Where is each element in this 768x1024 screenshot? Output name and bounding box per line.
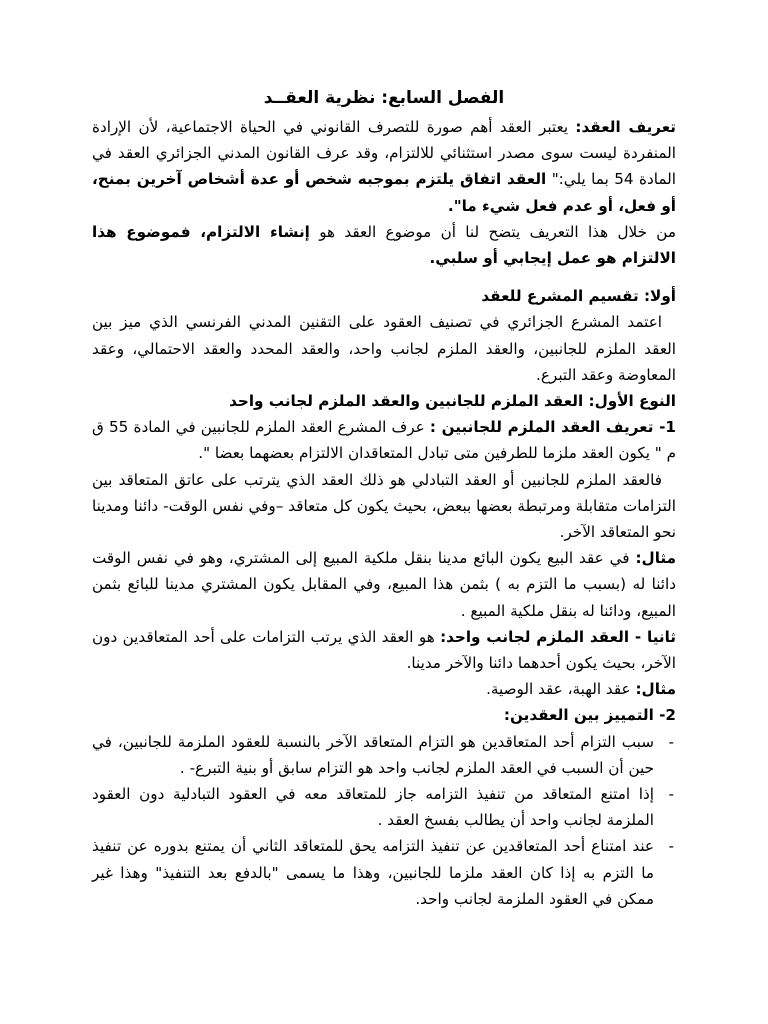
list-item-text: سبب التزام أحد المتعاقدين هو التزام المتعاقد الآخر بالنسبة للعقود الملزمة للجانبين، في حين أن السبب في العقد الملزم لجانب واحد هو التزام سابق أو بنية التبرع- . (92, 732, 654, 777)
list-item-text: عند امتناع أحد المتعاقدين عن تنفيذ التزامه يحق للمتعاقد الثاني أن يمتنع بدوره عن تنفيذ ما التزم به إذا كان العقد ملزما للجانبين، وهذا ما يسمى "بالدفع بعد التنفيذ" وهذا غير ممكن في العقود الملزمة لجانب واحد. (92, 837, 654, 908)
bilateral-example-text: في عقد البيع يكون البائع مدينا بنقل ملكية المبيع إلى المشتري، وهو في نفس الوقت دائنا له (بسبب ما التزم به ) بثمن هذا المبيع، وفي المقابل يكون المشتري مدينا للبائع بثمن المبيع، ودائنا له بنقل ملكية المبيع . (92, 549, 676, 620)
contract-definition-paragraph (92, 114, 676, 219)
definition-followup-bold: إنشاء الالتزام، فموضوع هذا الالتزام هو عمل إيجابي أو سلبي. (92, 222, 676, 268)
definition-quote: العقد اتفاق يلتزم بموجبه شخص أو عدة أشخاص آخرين بمنح، أو فعل، أو عدم فعل شيء ما". (92, 170, 676, 215)
bilateral-explanation-paragraph: فالعقد الملزم للجانبين أو العقد التبادلي هو ذلك العقد الذي يترتب على عاتق المتعاقد بين التزامات متقابلة ومرتبطة بعضها ببعض، بحيث يكون كل متعاقد –وفي نفس الوقت- دائنا ومدينا نحو المتعاقد الآخر. (92, 470, 676, 542)
bilateral-example-paragraph (92, 545, 676, 624)
unilateral-example-text: عقد الهبة، عقد الوصية. (486, 680, 636, 699)
distinction-heading: 2- التمييز بين العقدين: (503, 706, 676, 725)
bullet-dash: - (668, 785, 674, 804)
section-1-heading: أولا: تقسيم المشرع للعقد (481, 287, 676, 306)
bilateral-definition-text: عرف المشرع العقد الملزم للجانبين في المادة 55 ق م " يكون العقد ملزما للطرفين متى تبادل المتعاقدان الالتزام بعضهما بعضا ". (92, 418, 676, 463)
type-1-heading: النوع الأول: العقد الملزم للجانبين والعقد الملزم لجانب واحد (229, 392, 676, 411)
definition-text: يعتبر العقد أهم صورة للتصرف القانوني في الحياة الاجتماعية، لأن الإرادة المنفردة ليست سوى مصدر استثنائي للالتزام، وقد عرف القانون المدني الجزائري العقد في المادة 54 بما يلي:" (92, 118, 676, 189)
bilateral-example-label: مثال: (635, 549, 676, 568)
document-title: الفصل السابع: نظرية العقــد (263, 88, 505, 108)
bilateral-definition-paragraph (92, 414, 676, 466)
bilateral-definition-label: 1- تعريف العقد الملزم للجانبين : (429, 418, 676, 437)
unilateral-example-label: مثال: (635, 680, 676, 699)
unilateral-paragraph (92, 624, 676, 676)
bullet-dash: - (668, 732, 674, 751)
list-item (92, 729, 676, 781)
bullet-dash: - (668, 837, 674, 856)
definition-followup-paragraph (92, 219, 676, 271)
distinction-list (92, 729, 676, 912)
definition-label: تعريف العقد: (575, 118, 676, 136)
list-item-text: إذا امتنع المتعاقد من تنفيذ التزامه جاز للمتعاقد معه في العقود التبادلية دون العقود الملزمة لجانب واحد أن يطالب بفسخ العقد . (92, 785, 654, 830)
spacer (92, 271, 676, 283)
unilateral-text: هو العقد الذي يرتب التزامات على أحد المتعاقدين دون الآخر، بحيث يكون أحدهما دائنا والآخر مدينا. (92, 627, 676, 673)
list-item (92, 833, 676, 912)
unilateral-label: ثانيا - العقد الملزم لجانب واحد: (440, 627, 676, 646)
unilateral-example-paragraph (92, 676, 676, 702)
definition-followup-text: من خلال هذا التعريف يتضح لنا أن موضوع العقد هو (309, 222, 676, 241)
section-1-paragraph: اعتمد المشرع الجزائري في تصنيف العقود على التقنين المدني الفرنسي الذي ميز بين العقد الملزم للجانبين، والعقد الملزم لجانب واحد، والعقد المحدد والعقد الاحتمالي، وعقد المعاوضة وعقد التبرع. (92, 313, 676, 384)
list-item (92, 781, 676, 833)
